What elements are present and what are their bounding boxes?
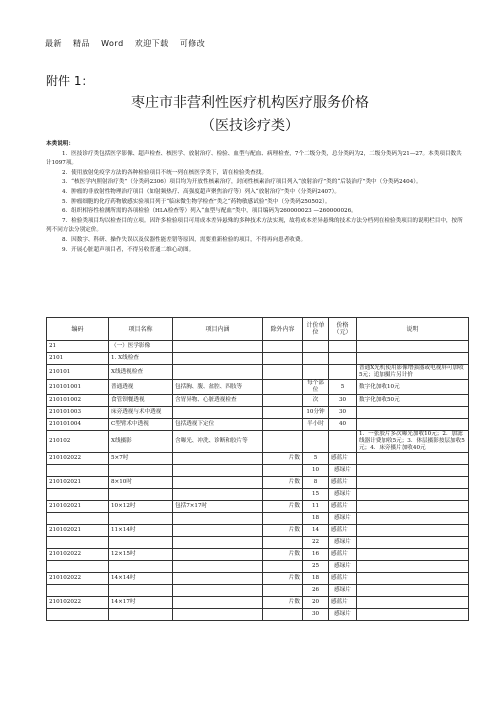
table-cell bbox=[357, 597, 469, 609]
table-cell bbox=[173, 537, 263, 549]
table-cell bbox=[329, 365, 357, 380]
table-cell: 210102022 bbox=[47, 573, 109, 585]
table-cell: 18 bbox=[303, 573, 329, 585]
table-cell bbox=[263, 513, 303, 525]
table-cell bbox=[109, 585, 173, 597]
table-cell bbox=[173, 365, 263, 380]
table-cell bbox=[173, 549, 263, 561]
table-cell bbox=[263, 609, 303, 621]
table-cell: 普通透视 bbox=[109, 380, 173, 395]
table-cell bbox=[47, 609, 109, 621]
table-cell bbox=[173, 513, 263, 525]
column-header: 项目内涵 bbox=[173, 318, 263, 341]
table-cell: 210102022 bbox=[47, 597, 109, 609]
table-header-row bbox=[47, 318, 469, 341]
table-row bbox=[47, 431, 469, 453]
table-cell bbox=[357, 501, 469, 513]
table-cell: 11×14吋 bbox=[109, 525, 173, 537]
table-cell bbox=[357, 353, 469, 365]
table-row bbox=[47, 465, 469, 477]
table-row bbox=[47, 537, 469, 549]
table-cell: 1. X线检查 bbox=[109, 353, 173, 365]
table-cell: 22 bbox=[303, 537, 329, 549]
table-cell bbox=[263, 561, 303, 573]
table-cell bbox=[357, 489, 469, 501]
table-cell bbox=[303, 431, 329, 453]
table-cell bbox=[303, 341, 329, 353]
table-cell bbox=[263, 489, 303, 501]
header-item: 可修改 bbox=[179, 39, 206, 48]
table-cell bbox=[357, 477, 469, 489]
attachment-label: 附件 1： bbox=[46, 74, 94, 88]
table-cell: 10 bbox=[303, 465, 329, 477]
table-cell bbox=[109, 537, 173, 549]
table-cell bbox=[173, 525, 263, 537]
table-cell: 18 bbox=[303, 513, 329, 525]
table-cell bbox=[173, 477, 263, 489]
table-cell bbox=[109, 561, 173, 573]
table-cell: 210102022 bbox=[47, 453, 109, 465]
table-cell bbox=[357, 537, 469, 549]
table-row bbox=[47, 477, 469, 489]
table-row bbox=[47, 341, 469, 353]
table-cell: 12×15吋 bbox=[109, 549, 173, 561]
table-cell: 8 bbox=[303, 477, 329, 489]
table-cell: 210101003 bbox=[47, 407, 109, 419]
table-cell: 片数 bbox=[263, 525, 303, 537]
note-item: 5．肿瘤细胞的化疗药物敏感实验项目列于“临床微生物学检查”类之“药物敏感试验”类中（分类码250502）。 bbox=[62, 198, 331, 205]
table-cell bbox=[47, 489, 109, 501]
table-cell: 感绿片 bbox=[329, 609, 357, 621]
table-cell: 次 bbox=[303, 395, 329, 407]
table-cell: 半小时 bbox=[303, 419, 329, 431]
table-cell bbox=[263, 431, 303, 453]
table-cell bbox=[173, 465, 263, 477]
table-cell: 普通X光机使用影像增强器或电视屏可加收5元；追加摄片另计价 bbox=[357, 365, 469, 380]
table-cell: 8×10吋 bbox=[109, 477, 173, 489]
table-cell bbox=[47, 465, 109, 477]
table-cell: 210102021 bbox=[47, 477, 109, 489]
table-cell: 40 bbox=[329, 419, 357, 431]
table-cell bbox=[173, 341, 263, 353]
note-item: 6．组织相容性检测所需的各项检验（HLA检查等）列入“血型与配血”类中，项目编码为260000023 —260000026。 bbox=[62, 208, 357, 215]
table-cell bbox=[47, 561, 109, 573]
table-cell: 食管钡餐透视 bbox=[109, 395, 173, 407]
table-cell bbox=[47, 585, 109, 597]
table-cell: 30 bbox=[329, 395, 357, 407]
table-cell bbox=[263, 353, 303, 365]
table-cell: 感绿片 bbox=[329, 585, 357, 597]
table-cell: 片数 bbox=[263, 501, 303, 513]
note-item: 1．医技诊疗类包括医学影像、超声检查、核医学、放射治疗、检验、血型与配血、病理检查，7个二级分类，总分类码为2，二级分类码为21—27。本类项目数共计1097项。 bbox=[46, 150, 462, 167]
notes-section bbox=[46, 140, 464, 255]
note-item: 8．因数字、科研、操作失误以及仪器性能差错等原因，需要重新检验的项目，不得再向患者收费。 bbox=[62, 236, 307, 243]
table-cell: 感蓝片 bbox=[329, 501, 357, 513]
header-item: 欢迎下载 bbox=[134, 39, 169, 48]
table-cell: 21 bbox=[47, 341, 109, 353]
note-item: 7．检验类项目均以检查目的立项。因许多检验项目可用成本差异悬殊的多种技术方法实现，故将成本差异悬殊的技术方法分档列在检验类项目的说明栏目中，按所列不同方法分别定价。 bbox=[46, 217, 463, 234]
table-cell bbox=[173, 353, 263, 365]
page-title: 枣庄市非营利性医疗机构医疗服务价格 bbox=[131, 95, 369, 111]
table-cell: 210101001 bbox=[47, 380, 109, 395]
table-cell bbox=[329, 353, 357, 365]
table-cell bbox=[357, 585, 469, 597]
table-cell: 每个部位 bbox=[303, 380, 329, 395]
table-cell bbox=[263, 419, 303, 431]
column-header: 项目名称 bbox=[109, 318, 173, 341]
table-cell bbox=[109, 489, 173, 501]
table-cell bbox=[357, 513, 469, 525]
table-row bbox=[47, 365, 469, 380]
table-row bbox=[47, 353, 469, 365]
table-cell: 5 bbox=[303, 453, 329, 465]
column-header: 计价单位 bbox=[303, 318, 329, 341]
table-cell bbox=[109, 465, 173, 477]
table-cell: 1．一张胶片多次曝光加收10元；2．加滤线器计费加收5元；3．体层摄影按层加收5元；4．床旁摄片加收40元 bbox=[357, 431, 469, 453]
table-cell bbox=[173, 597, 263, 609]
table-cell: 210101004 bbox=[47, 419, 109, 431]
table-row bbox=[47, 407, 469, 419]
table-cell bbox=[303, 365, 329, 380]
table-row bbox=[47, 561, 469, 573]
table-cell: 感蓝片 bbox=[329, 549, 357, 561]
table-cell: 感绿片 bbox=[329, 465, 357, 477]
table-cell bbox=[357, 573, 469, 585]
table-cell: X线透视检查 bbox=[109, 365, 173, 380]
table-cell bbox=[263, 395, 303, 407]
table-cell bbox=[173, 453, 263, 465]
table-cell: （一）医学影像 bbox=[109, 341, 173, 353]
table-cell bbox=[263, 465, 303, 477]
table-cell bbox=[357, 609, 469, 621]
table-cell: 5 bbox=[329, 380, 357, 395]
table-row bbox=[47, 573, 469, 585]
column-header: 除外内容 bbox=[263, 318, 303, 341]
table-cell: 20 bbox=[303, 597, 329, 609]
column-header: 价格（元） bbox=[329, 318, 357, 341]
table-row bbox=[47, 525, 469, 537]
table-cell: 含曝光、冲洗、诊断和胶片等 bbox=[173, 431, 263, 453]
table-cell bbox=[329, 431, 357, 453]
table-cell bbox=[173, 609, 263, 621]
table-cell bbox=[109, 609, 173, 621]
table-cell: 片数 bbox=[263, 477, 303, 489]
header-item: 精品 bbox=[73, 39, 91, 48]
table-cell bbox=[263, 585, 303, 597]
table-cell: 30 bbox=[329, 407, 357, 419]
column-header: 说明 bbox=[357, 318, 469, 341]
table-cell: 5×7吋 bbox=[109, 453, 173, 465]
table-cell: 14×14吋 bbox=[109, 573, 173, 585]
notes-heading: 本类说明： bbox=[46, 141, 74, 147]
table-cell bbox=[357, 561, 469, 573]
table-cell bbox=[173, 585, 263, 597]
table-body bbox=[47, 341, 469, 621]
table-cell bbox=[47, 537, 109, 549]
table-cell: 数字化加收50元 bbox=[357, 395, 469, 407]
table-cell: 11 bbox=[303, 501, 329, 513]
table-cell: 片数 bbox=[263, 597, 303, 609]
table-row bbox=[47, 380, 469, 395]
table-cell: 210102022 bbox=[47, 549, 109, 561]
table-cell: 片数 bbox=[263, 549, 303, 561]
table-row bbox=[47, 585, 469, 597]
table-row bbox=[47, 395, 469, 407]
note-item: 3．“核医学内照射治疗类”（分类码2306）项目均为开放性核素治疗，封闭性核素治疗项目列入“放射治疗”类的“后装治疗”类中（分类码2404）。 bbox=[62, 179, 422, 186]
table-row bbox=[47, 489, 469, 501]
table-cell bbox=[357, 525, 469, 537]
table-cell: 感绿片 bbox=[329, 513, 357, 525]
table-cell: C型臂术中透视 bbox=[109, 419, 173, 431]
table-cell bbox=[357, 419, 469, 431]
table-cell: 210102021 bbox=[47, 525, 109, 537]
table-cell: 感蓝片 bbox=[329, 597, 357, 609]
document-header bbox=[45, 38, 213, 49]
table-cell: 包括透视下定位 bbox=[173, 419, 263, 431]
table-cell: 片数 bbox=[263, 453, 303, 465]
table-cell bbox=[173, 407, 263, 419]
table-cell: 10分钟 bbox=[303, 407, 329, 419]
table-cell bbox=[263, 407, 303, 419]
table-cell: 16 bbox=[303, 549, 329, 561]
table-cell: 210101 bbox=[47, 365, 109, 380]
table-cell bbox=[263, 341, 303, 353]
table-cell bbox=[47, 513, 109, 525]
table-cell: 10×12吋 bbox=[109, 501, 173, 513]
page-subtitle: （医技诊疗类） bbox=[201, 118, 299, 134]
table-cell: 210101002 bbox=[47, 395, 109, 407]
table-cell bbox=[303, 353, 329, 365]
table-cell: 感蓝片 bbox=[329, 573, 357, 585]
table-row bbox=[47, 609, 469, 621]
table-cell: 2101 bbox=[47, 353, 109, 365]
table-cell bbox=[173, 573, 263, 585]
table-cell: 210102021 bbox=[47, 501, 109, 513]
table-cell: 30 bbox=[303, 609, 329, 621]
table-cell: 210102 bbox=[47, 431, 109, 453]
table-row bbox=[47, 453, 469, 465]
note-item: 2．使用放射免疫学方法的各种检验项目不统一列在核医学类下，请在检验类查找。 bbox=[62, 169, 267, 176]
header-item: Word bbox=[101, 39, 124, 48]
note-item: 4．肿瘤的非放射性物理治疗项目（如射频热疗、高强度超声聚焦治疗等）列入“放射治疗”类中（分类码2407）。 bbox=[62, 188, 341, 195]
table-row bbox=[47, 513, 469, 525]
table-cell: 床旁透视与术中透视 bbox=[109, 407, 173, 419]
table-cell: 感蓝片 bbox=[329, 525, 357, 537]
table-row bbox=[47, 501, 469, 513]
table-row bbox=[47, 419, 469, 431]
table-cell: 14 bbox=[303, 525, 329, 537]
table-cell: 数字化加收10元 bbox=[357, 380, 469, 395]
table-cell: 15 bbox=[303, 489, 329, 501]
table-cell bbox=[173, 561, 263, 573]
table-cell: 感蓝片 bbox=[329, 477, 357, 489]
table-cell bbox=[109, 513, 173, 525]
price-table bbox=[46, 317, 469, 621]
table-cell bbox=[263, 380, 303, 395]
column-header: 编码 bbox=[47, 318, 109, 341]
table-cell: 14×17吋 bbox=[109, 597, 173, 609]
table-cell: 含胃异物、心脏透视检查 bbox=[173, 395, 263, 407]
table-row bbox=[47, 597, 469, 609]
table-cell bbox=[173, 489, 263, 501]
table-cell: 包括胸、腹、盆腔、四肢等 bbox=[173, 380, 263, 395]
table-cell: 26 bbox=[303, 585, 329, 597]
table-cell bbox=[329, 341, 357, 353]
table-cell: 感绿片 bbox=[329, 561, 357, 573]
table-cell bbox=[357, 549, 469, 561]
table-cell: X线摄影 bbox=[109, 431, 173, 453]
table-cell bbox=[357, 453, 469, 465]
table-cell bbox=[357, 341, 469, 353]
table-cell: 感绿片 bbox=[329, 537, 357, 549]
table-cell bbox=[263, 537, 303, 549]
table-cell: 片数 bbox=[263, 573, 303, 585]
note-item: 9．开展心脏超声项目者，不得另收普通二维心动图。 bbox=[62, 246, 195, 253]
table-cell: 25 bbox=[303, 561, 329, 573]
table-cell bbox=[263, 365, 303, 380]
table-cell: 感绿片 bbox=[329, 489, 357, 501]
table-row bbox=[47, 549, 469, 561]
table-cell bbox=[357, 407, 469, 419]
header-item: 最新 bbox=[45, 39, 62, 48]
table-cell: 包括7×17吋 bbox=[173, 501, 263, 513]
table-cell bbox=[357, 465, 469, 477]
table-cell: 感蓝片 bbox=[329, 453, 357, 465]
